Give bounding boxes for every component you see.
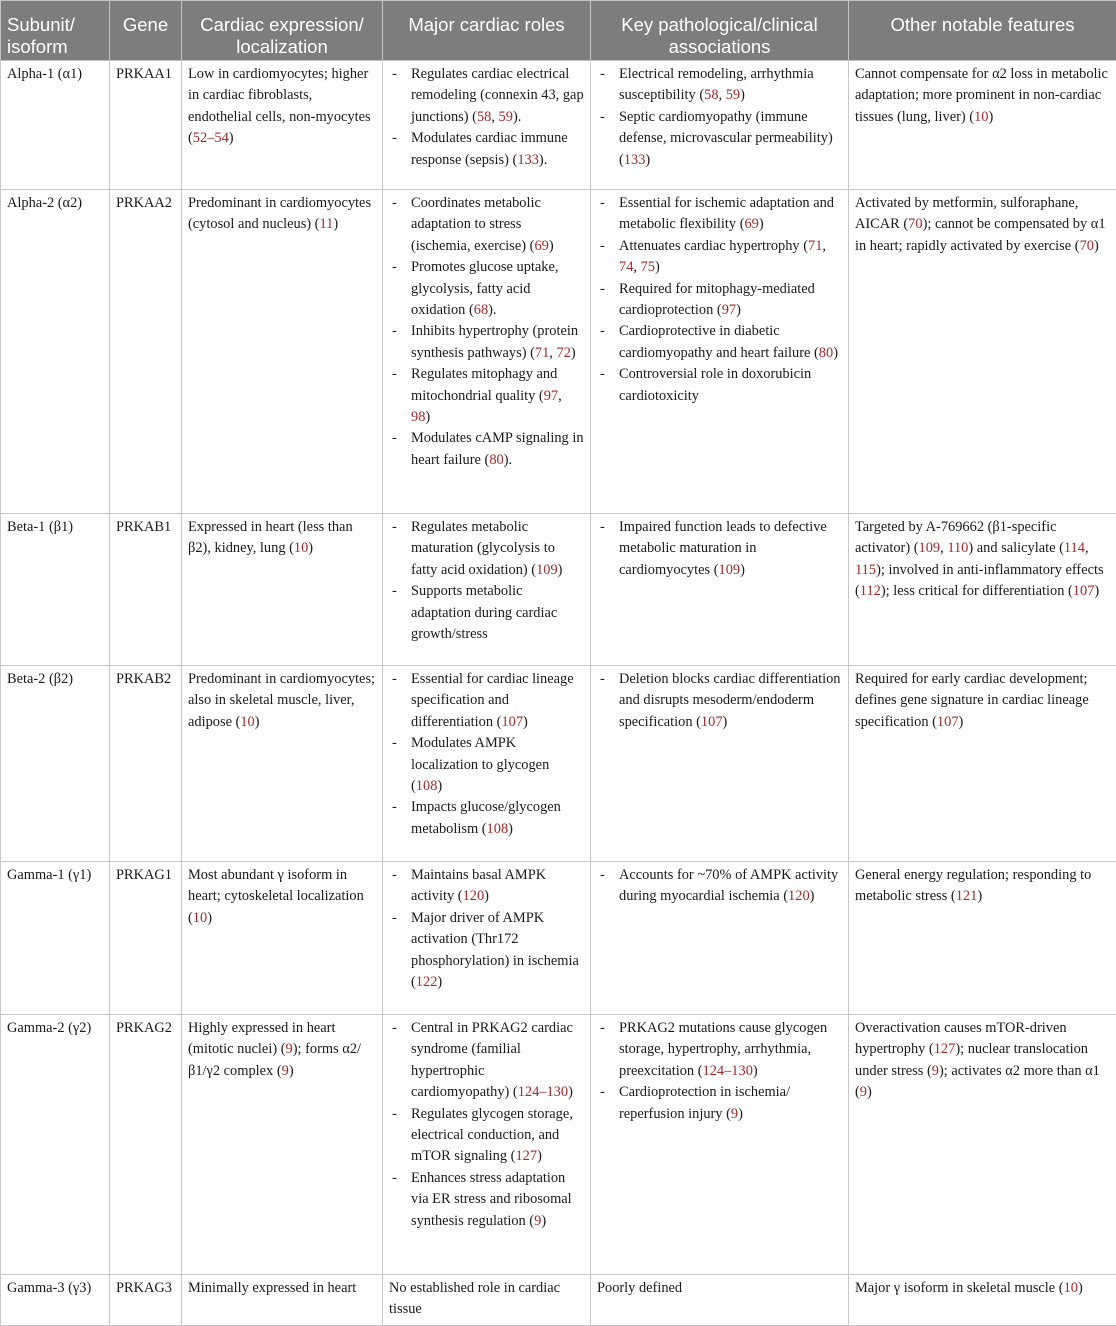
list-item — [597, 236, 842, 279]
citation-ref: 9 — [860, 1084, 867, 1100]
table-row — [1, 666, 1116, 862]
list-item — [389, 1168, 584, 1232]
text-segment: ); forms α2/β1/γ2 complex ( — [188, 1041, 361, 1078]
text-segment: Deletion blocks cardiac differentiation and disrupts mesoderm/endoderm specification ( — [619, 671, 841, 730]
text-segment: , — [491, 109, 498, 125]
text-segment: ) — [989, 109, 994, 125]
text-segment: Supports metabolic adaptation during cardiac growth/stress — [411, 583, 557, 642]
citation-ref: 69 — [744, 216, 758, 232]
gene-cell: PRKAB1 — [110, 514, 182, 666]
text-segment: ) and salicylate ( — [968, 540, 1064, 556]
text-segment: ) — [308, 540, 313, 556]
text-segment: ). — [488, 302, 496, 318]
citation-ref: 109 — [719, 562, 741, 578]
list-item — [597, 279, 842, 322]
text-segment: ); involved in anti-inflammatory effects ( — [855, 562, 1104, 599]
bullet-list — [389, 517, 584, 645]
citation-ref: 10 — [974, 109, 988, 125]
text-segment: ) — [437, 778, 442, 794]
citation-ref: 80 — [489, 452, 503, 468]
text-segment: ) — [810, 888, 815, 904]
text-segment: Maintains basal AMPK activity ( — [411, 867, 546, 904]
list-item — [389, 364, 584, 428]
list-item — [389, 669, 584, 733]
citation-ref: 109 — [919, 540, 941, 556]
text-segment: ) — [867, 1084, 872, 1100]
list-item — [389, 1018, 584, 1104]
text-segment: Regulates cardiac electrical remodeling (connexin 43, gap junctions) ( — [411, 66, 584, 125]
text-segment: Accounts for ~70% of AMPK activity during myocardial ischemia ( — [619, 867, 838, 904]
citation-ref: 80 — [819, 345, 833, 361]
text-segment: ) — [437, 974, 442, 990]
list-item — [389, 193, 584, 257]
bullet-list — [597, 64, 842, 171]
citation-ref: 9 — [731, 1106, 738, 1122]
subunit-cell: Gamma-3 (γ3) — [1, 1275, 110, 1326]
text-segment: ) — [229, 130, 234, 146]
expression-cell — [182, 190, 383, 514]
citation-ref: 115 — [855, 562, 876, 578]
bullet-list — [389, 669, 584, 840]
citation-ref: 127 — [934, 1041, 956, 1057]
list-item — [597, 1082, 842, 1125]
citation-ref: 107 — [937, 714, 959, 730]
list-item — [597, 865, 842, 908]
citation-ref: 114 — [1064, 540, 1085, 556]
text-segment: Attenuates cardiac hypertrophy ( — [619, 238, 808, 254]
text-segment: Required for early cardiac development; defines gene signature in cardiac lineage specification ( — [855, 671, 1089, 730]
text-segment: ) — [541, 1213, 546, 1229]
text-segment: Modulates AMPK localization to glycogen ( — [411, 735, 549, 794]
text-segment: ) — [484, 888, 489, 904]
citation-ref: 124–130 — [703, 1063, 753, 1079]
text-segment: Septic cardiomyopathy (immune defense, microvascular permeability) ( — [619, 109, 833, 168]
expression-cell — [182, 514, 383, 666]
gene-cell: PRKAG3 — [110, 1275, 182, 1326]
citation-ref: 112 — [860, 583, 881, 599]
other-features-cell — [849, 862, 1116, 1015]
text-segment: Regulates mitophagy and mitochondrial quality ( — [411, 366, 557, 403]
list-item — [389, 797, 584, 840]
roles-cell — [383, 1015, 591, 1275]
text-segment: ) — [207, 910, 212, 926]
citation-ref: 108 — [416, 778, 438, 794]
text-segment: Overactivation causes mTOR-driven hypertrophy ( — [855, 1020, 1067, 1057]
text-segment: Activated by metformin, sulforaphane, AICAR ( — [855, 195, 1078, 232]
bullet-list — [389, 865, 584, 993]
text-segment: ) — [959, 714, 964, 730]
list-item — [389, 257, 584, 321]
expression-cell — [182, 1015, 383, 1275]
list-item — [389, 865, 584, 908]
text-segment: ); activates α2 more than α1 ( — [855, 1063, 1100, 1100]
gene-cell: PRKAG1 — [110, 862, 182, 1015]
text-segment: Modulates cAMP signaling in heart failure ( — [411, 430, 584, 467]
text-segment: , — [549, 345, 556, 361]
table-row — [1, 190, 1116, 514]
bullet-list — [389, 64, 584, 171]
gene-cell: PRKAA1 — [110, 61, 182, 190]
header-roles: Major cardiac roles — [383, 1, 591, 61]
citation-ref: 74 — [619, 259, 633, 275]
list-item — [597, 517, 842, 581]
text-segment: Most abundant γ isoform in heart; cytoskeletal localization ( — [188, 867, 364, 926]
text-segment: Regulates glycogen storage, electrical conduction, and mTOR signaling ( — [411, 1106, 573, 1165]
text-segment: ) — [255, 714, 260, 730]
list-item — [389, 517, 584, 581]
citation-ref: 120 — [788, 888, 810, 904]
text-segment: ). — [539, 152, 547, 168]
text-segment: , — [1085, 540, 1089, 556]
gene-cell: PRKAB2 — [110, 666, 182, 862]
expression-cell — [182, 666, 383, 862]
text-segment: ) — [655, 259, 660, 275]
header-subunit: Subunit/ isoform — [1, 1, 110, 61]
citation-ref: 59 — [499, 109, 513, 125]
list-item — [389, 64, 584, 128]
bullet-list — [389, 1018, 584, 1232]
text-segment: Major driver of AMPK activation (Thr172 phosphorylation) in ischemia ( — [411, 910, 579, 990]
text-segment: ) — [1078, 1280, 1083, 1296]
text-segment: Major γ isoform in skeletal muscle ( — [855, 1280, 1064, 1296]
citation-ref: 52–54 — [193, 130, 229, 146]
citation-ref: 10 — [1064, 1280, 1078, 1296]
text-segment: ) — [571, 345, 576, 361]
citation-ref: 107 — [1073, 583, 1095, 599]
text-segment: ) — [568, 1084, 573, 1100]
gene-cell: PRKAA2 — [110, 190, 182, 514]
text-segment: ). — [504, 452, 512, 468]
citation-ref: 10 — [240, 714, 254, 730]
text-segment: ) — [759, 216, 764, 232]
citation-ref: 133 — [624, 152, 646, 168]
table-body — [1, 61, 1116, 1326]
table-row — [1, 1015, 1116, 1275]
text-segment: No established role in cardiac tissue — [389, 1280, 560, 1317]
citation-ref: 108 — [487, 821, 509, 837]
citation-ref: 98 — [411, 409, 425, 425]
citation-ref: 107 — [701, 714, 723, 730]
text-segment: ) — [977, 888, 982, 904]
list-item — [597, 1018, 842, 1082]
list-item — [597, 64, 842, 107]
citation-ref: 59 — [726, 87, 740, 103]
text-segment: ); less critical for differentiation ( — [881, 583, 1073, 599]
other-features-cell — [849, 190, 1116, 514]
citation-ref: 9 — [282, 1063, 289, 1079]
text-segment: ) — [333, 216, 338, 232]
citation-ref: 122 — [416, 974, 438, 990]
citation-ref: 58 — [477, 109, 491, 125]
citation-ref: 124–130 — [518, 1084, 568, 1100]
text-segment: Impacts glucose/glycogen metabolism ( — [411, 799, 561, 836]
roles-cell — [383, 666, 591, 862]
bullet-list — [597, 1018, 842, 1125]
clinical-cell — [591, 1275, 849, 1326]
citation-ref: 72 — [557, 345, 571, 361]
text-segment: ); cannot be compensated by α1 in heart; rapidly activated by exercise ( — [855, 216, 1106, 253]
bullet-list — [597, 865, 842, 908]
gene-cell: PRKAG2 — [110, 1015, 182, 1275]
expression-cell — [182, 61, 383, 190]
table-row — [1, 862, 1116, 1015]
citation-ref: 97 — [544, 388, 558, 404]
text-segment: Cardioprotective in diabetic cardiomyopathy and heart failure ( — [619, 323, 819, 360]
text-segment: Minimally expressed in heart — [188, 1280, 356, 1296]
text-segment: , — [633, 259, 640, 275]
text-segment: ) — [645, 152, 650, 168]
table-row — [1, 61, 1116, 190]
text-segment: Controversial role in doxorubicin cardiotoxicity — [619, 366, 811, 403]
citation-ref: 9 — [286, 1041, 293, 1057]
bullet-list — [389, 193, 584, 471]
text-segment: ) — [1094, 583, 1099, 599]
citation-ref: 58 — [704, 87, 718, 103]
text-segment: Regulates metabolic maturation (glycolysis to fatty acid oxidation) ( — [411, 519, 555, 578]
header-gene: Gene — [110, 1, 182, 61]
table-row — [1, 514, 1116, 666]
text-segment: ); nuclear translocation under stress ( — [855, 1041, 1088, 1078]
text-segment: Electrical remodeling, arrhythmia susceptibility ( — [619, 66, 814, 103]
text-segment: Enhances stress adaptation via ER stress and ribosomal synthesis regulation ( — [411, 1170, 572, 1229]
citation-ref: 75 — [641, 259, 655, 275]
clinical-cell — [591, 514, 849, 666]
text-segment: ) — [537, 1148, 542, 1164]
citation-ref: 133 — [517, 152, 539, 168]
citation-ref: 70 — [908, 216, 922, 232]
text-segment: ) — [723, 714, 728, 730]
list-item — [597, 193, 842, 236]
other-features-cell — [849, 61, 1116, 190]
text-segment: Impaired function leads to defective metabolic maturation in cardiomyocytes ( — [619, 519, 827, 578]
clinical-cell — [591, 61, 849, 190]
text-segment: Expressed in heart (less than β2), kidney, lung ( — [188, 519, 353, 556]
list-item — [597, 321, 842, 364]
clinical-cell — [591, 1015, 849, 1275]
citation-ref: 9 — [534, 1213, 541, 1229]
list-item — [389, 733, 584, 797]
subunit-cell: Alpha-1 (α1) — [1, 61, 110, 190]
list-item — [597, 364, 842, 407]
text-segment: , — [822, 238, 826, 254]
text-segment: Modulates cardiac immune response (sepsis) ( — [411, 130, 568, 167]
text-segment: ) — [753, 1063, 758, 1079]
text-segment: Highly expressed in heart (mitotic nuclei) ( — [188, 1020, 335, 1057]
text-segment: Predominant in cardiomyocytes; also in skeletal muscle, liver, adipose ( — [188, 671, 375, 730]
clinical-cell — [591, 666, 849, 862]
text-segment: General energy regulation; responding to metabolic stress ( — [855, 867, 1091, 904]
expression-cell — [182, 1275, 383, 1326]
list-item — [597, 669, 842, 733]
list-item — [389, 128, 584, 171]
citation-ref: 107 — [501, 714, 523, 730]
citation-ref: 70 — [1080, 238, 1094, 254]
text-segment: ) — [1094, 238, 1099, 254]
text-segment: Targeted by A-769662 (β1-specific activator) ( — [855, 519, 1056, 556]
text-segment: Cardioprotection in ischemia/ reperfusion injury ( — [619, 1084, 790, 1121]
citation-ref: 97 — [722, 302, 736, 318]
roles-cell — [383, 190, 591, 514]
citation-ref: 110 — [947, 540, 968, 556]
text-segment: Essential for ischemic adaptation and metabolic flexibility ( — [619, 195, 834, 232]
subunit-cell: Beta-1 (β1) — [1, 514, 110, 666]
citation-ref: 68 — [474, 302, 488, 318]
roles-cell — [383, 514, 591, 666]
other-features-cell — [849, 1275, 1116, 1326]
text-segment: ) — [833, 345, 838, 361]
subunit-cell: Alpha-2 (α2) — [1, 190, 110, 514]
clinical-cell — [591, 190, 849, 514]
citation-ref: 109 — [536, 562, 558, 578]
list-item — [597, 107, 842, 171]
expression-cell — [182, 862, 383, 1015]
other-features-cell — [849, 1015, 1116, 1275]
text-segment: Promotes glucose uptake, glycolysis, fatty acid oxidation ( — [411, 259, 558, 318]
citation-ref: 71 — [808, 238, 822, 254]
citation-ref: 121 — [956, 888, 978, 904]
text-segment: Required for mitophagy-mediated cardioprotection ( — [619, 281, 815, 318]
citation-ref: 71 — [535, 345, 549, 361]
header-clinical: Key pathological/clinical associations — [591, 1, 849, 61]
table-row — [1, 1275, 1116, 1326]
text-segment: ) — [740, 562, 745, 578]
text-segment: ) — [549, 238, 554, 254]
citation-ref: 10 — [294, 540, 308, 556]
list-item — [389, 581, 584, 645]
bullet-list — [597, 669, 842, 733]
clinical-cell — [591, 862, 849, 1015]
citation-ref: 127 — [515, 1148, 537, 1164]
text-segment: Coordinates metabolic adaptation to stress (ischemia, exercise) ( — [411, 195, 541, 254]
header-row — [1, 1, 1116, 61]
text-segment: ) — [740, 87, 745, 103]
text-segment: Cannot compensate for α2 loss in metabolic adaptation; more prominent in non-cardiac tissues (lung, liver) ( — [855, 66, 1108, 125]
citation-ref: 11 — [319, 216, 333, 232]
text-segment: ) — [558, 562, 563, 578]
header-expression: Cardiac expression/ localization — [182, 1, 383, 61]
text-segment: ) — [289, 1063, 294, 1079]
text-segment: ) — [523, 714, 528, 730]
bullet-list — [597, 193, 842, 407]
roles-cell — [383, 1275, 591, 1326]
text-segment: Poorly defined — [597, 1280, 682, 1296]
list-item — [389, 908, 584, 994]
text-segment: ) — [508, 821, 513, 837]
text-segment: Inhibits hypertrophy (protein synthesis pathways) ( — [411, 323, 578, 360]
text-segment: , — [719, 87, 726, 103]
text-segment: PRKAG2 mutations cause glycogen storage, hypertrophy, arrhythmia, preexcitation ( — [619, 1020, 827, 1079]
text-segment: , — [940, 540, 947, 556]
other-features-cell — [849, 514, 1116, 666]
citation-ref: 69 — [534, 238, 548, 254]
text-segment: Low in cardiomyocytes; higher in cardiac fibroblasts, endothelial cells, non-myocytes ( — [188, 66, 371, 146]
text-segment: , — [558, 388, 562, 404]
list-item — [389, 321, 584, 364]
text-segment: ). — [513, 109, 521, 125]
subunit-cell: Gamma-1 (γ1) — [1, 862, 110, 1015]
text-segment: Predominant in cardiomyocytes (cytosol and nucleus) ( — [188, 195, 371, 232]
list-item — [389, 1104, 584, 1168]
list-item — [389, 428, 584, 471]
text-segment: Essential for cardiac lineage specification and differentiation ( — [411, 671, 574, 730]
other-features-cell — [849, 666, 1116, 862]
roles-cell — [383, 61, 591, 190]
header-other: Other notable features — [849, 1, 1116, 61]
text-segment: ) — [736, 302, 741, 318]
text-segment: Central in PRKAG2 cardiac syndrome (familial hypertrophic cardiomyopathy) ( — [411, 1020, 573, 1100]
roles-cell — [383, 862, 591, 1015]
citation-ref: 10 — [193, 910, 207, 926]
citation-ref: 9 — [932, 1063, 939, 1079]
subunit-cell: Beta-2 (β2) — [1, 666, 110, 862]
citation-ref: 120 — [463, 888, 485, 904]
text-segment: ) — [738, 1106, 743, 1122]
text-segment: ) — [425, 409, 430, 425]
subunit-cell: Gamma-2 (γ2) — [1, 1015, 110, 1275]
bullet-list — [597, 517, 842, 581]
